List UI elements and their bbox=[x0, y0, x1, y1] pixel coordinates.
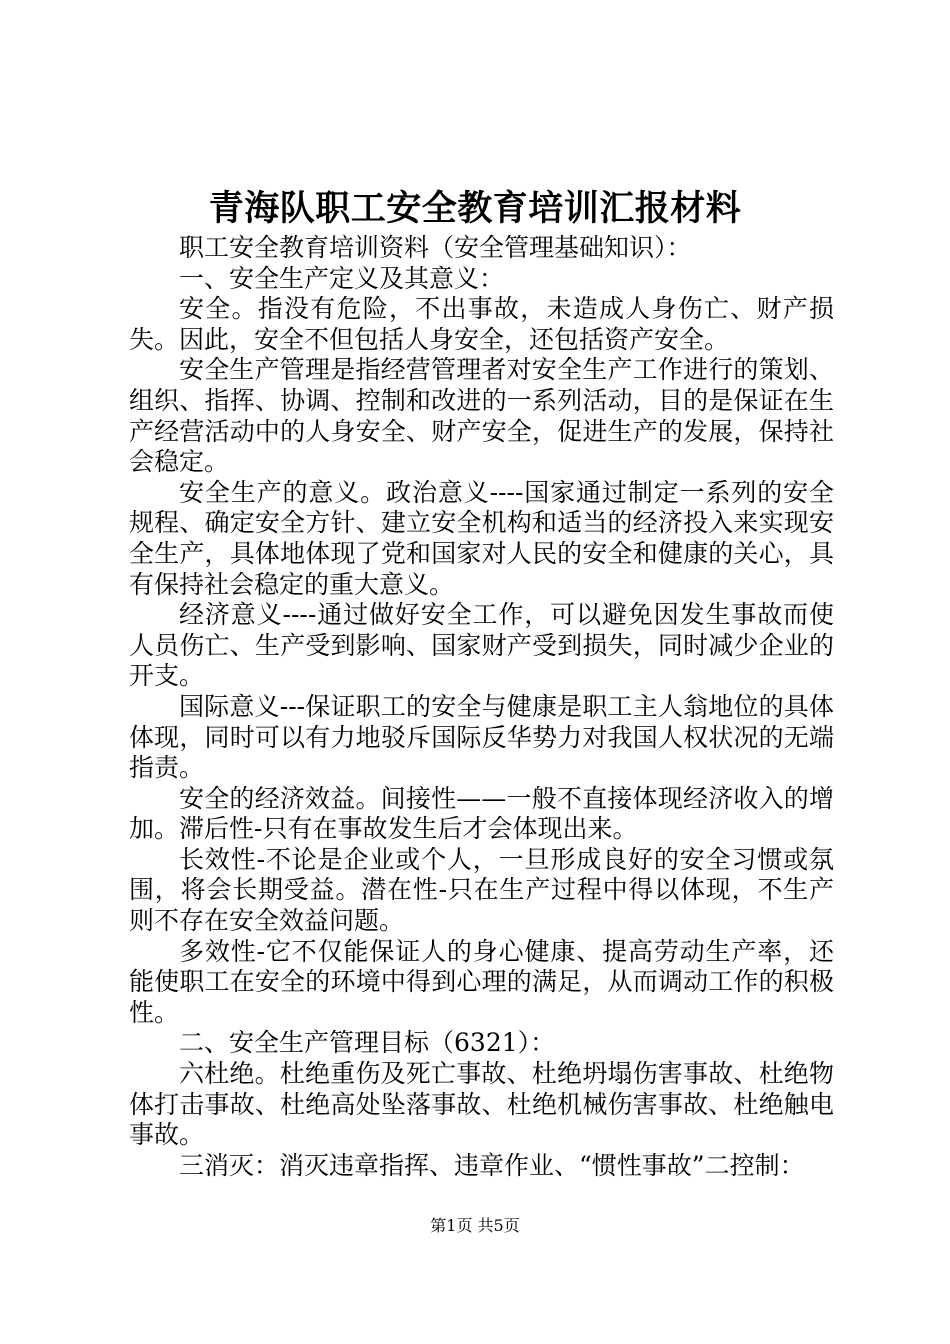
paragraph: 安全生产管理是指经营管理者对安全生产工作进行的策划、组织、指挥、协调、控制和改进的一系列活动，目的是保证在生产经营活动中的人身安全、财产安全，促进生产的发展，保持社会稳定。 bbox=[129, 355, 834, 477]
paragraph: 二、安全生产管理目标（6321）： bbox=[179, 1028, 556, 1058]
paragraph: 经济意义----通过做好安全工作，可以避免因发生事故而使人员伤亡、生产受到影响、国家财产受到损失，同时减少企业的开支。 bbox=[129, 600, 834, 691]
paragraph: 安全的经济效益。间接性——一般不直接体现经济收入的增加。滞后性-只有在事故发生后才会体现出来。 bbox=[129, 783, 834, 844]
paragraph: 安全生产的意义。政治意义----国家通过制定一系列的安全规程、确定安全方针、建立安全机构和适当的经济投入来实现安全生产，具体地体现了党和国家对人民的安全和健康的关心，具有保持社会稳定的重大意义。 bbox=[129, 477, 834, 599]
paragraph: 长效性-不论是企业或个人，一旦形成良好的安全习惯或氛围，将会长期受益。潜在性-只在生产过程中得以体现，不生产则不存在安全效益问题。 bbox=[129, 844, 834, 936]
paragraph: 一、安全生产定义及其意义： bbox=[179, 263, 505, 293]
document-body bbox=[129, 233, 834, 1181]
page-footer: 第1页 共5页 bbox=[430, 1216, 520, 1235]
paragraph: 安全。指没有危险，不出事故，未造成人身伤亡、财产损失。因此，安全不但包括人身安全，还包括资产安全。 bbox=[129, 294, 834, 354]
paragraph: 六杜绝。杜绝重伤及死亡事故、杜绝坍塌伤害事故、杜绝物体打击事故、杜绝高处坠落事故、杜绝机械伤害事故、杜绝触电事故。 bbox=[129, 1059, 834, 1150]
document-title: 青海队职工安全教育培训汇报材料 bbox=[208, 188, 742, 229]
paragraph: 职工安全教育培训资料（安全管理基础知识）： bbox=[179, 233, 692, 262]
paragraph: 三消灭：消灭违章指挥、违章作业、“惯性事故”二控制： bbox=[179, 1150, 805, 1180]
paragraph: 多效性-它不仅能保证人的身心健康、提高劳动生产率，还能使职工在安全的环境中得到心理的满足，从而调动工作的积极性。 bbox=[129, 936, 834, 1027]
paragraph: 国际意义---保证职工的安全与健康是职工主人翁地位的具体体现，同时可以有力地驳斥国际反华势力对我国人权状况的无端指责。 bbox=[129, 691, 834, 783]
